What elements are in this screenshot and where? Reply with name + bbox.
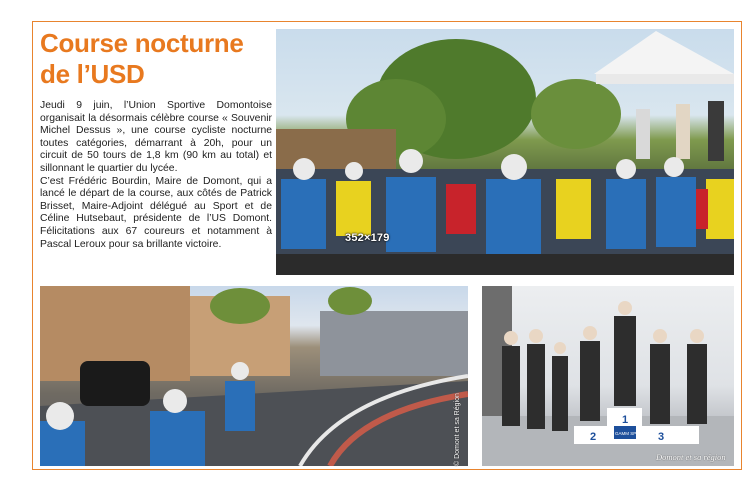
article-paragraph-2: C’est Frédéric Bourdin, Maire de Domont, qui a lancé le départ de la course, aux côtés de Patrick Brisset, Maire-Adjoint délégué au Sport et de Céline Hutsebaut, présidente de l’US Domont. Félicitations aux 67 coureurs et notamment à Pascal Leroux pour sa brillante victoire.	[40, 175, 272, 250]
podium-position-2: 2	[590, 431, 597, 443]
article-title	[40, 28, 270, 90]
article-body	[40, 100, 272, 251]
podium-position-1: 1	[622, 414, 629, 426]
image-size-overlay: 352×179	[345, 232, 390, 244]
street-race-illustration	[40, 286, 468, 466]
podium-illustration	[482, 286, 734, 466]
podium-position-3: 3	[658, 431, 665, 443]
article-paragraph-1: Jeudi 9 juin, l’Union Sportive Domontoise organisait la désormais célèbre course « Souvenir Michel Dessus », une course cycliste nocturne toutes catégories, démarrant à 20h, pour un circuit de 50 tours de 1,8 km (90 km au total) et sillonnant le quartier du lycée.	[40, 100, 272, 174]
street-race-photo	[40, 286, 468, 466]
podium-photo	[482, 286, 734, 466]
podium-photo-credit: Domont et sa région	[656, 452, 726, 462]
title-line-2: de l’USD	[40, 59, 145, 89]
street-photo-credit: © Domont et sa Région	[454, 393, 461, 466]
podium-sponsor-label: GAMM SPORT	[615, 431, 646, 436]
title-line-1: Course nocturne	[40, 28, 244, 58]
